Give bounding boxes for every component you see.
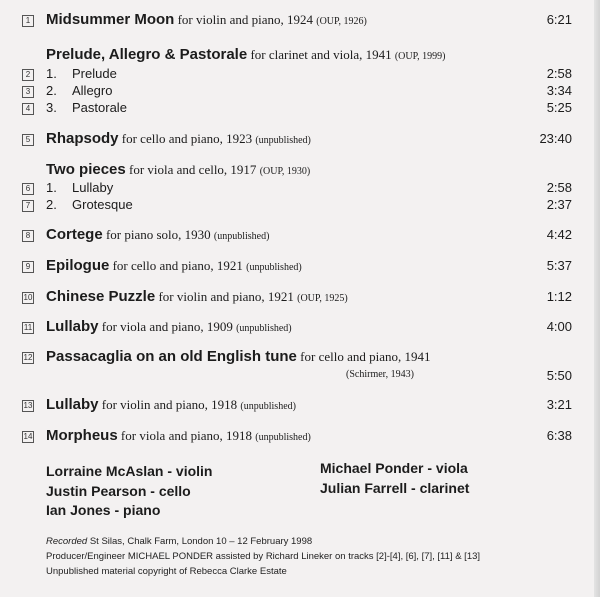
work-title-text: Two pieces — [46, 161, 126, 178]
recording-location — [46, 534, 576, 549]
work-description: for viola and piano, 1909 — [98, 319, 237, 334]
track-row — [0, 129, 600, 149]
publication-info: (OUP, 1999) — [394, 51, 446, 62]
track-number: 3 — [22, 86, 34, 98]
performer — [46, 482, 191, 500]
work-description: for viola and cello, 1917 — [125, 162, 260, 177]
work-title — [46, 317, 292, 339]
track-row — [0, 317, 600, 337]
track-number: 10 — [23, 293, 33, 302]
work-description: for cello and piano, 1921 — [109, 258, 247, 273]
work-title — [46, 256, 302, 278]
movement-index: 3. — [46, 100, 57, 115]
movement-title: Prelude — [72, 66, 117, 81]
work-description: for piano solo, 1930 — [102, 227, 214, 242]
track-number: 13 — [23, 401, 33, 410]
performer-name: Justin Pearson — [46, 483, 147, 499]
track-row — [0, 98, 600, 118]
movement-index: 1. — [46, 66, 57, 81]
performer-instrument: - clarinet — [407, 480, 470, 496]
track-duration: 6:38 — [546, 428, 572, 443]
track-number: 12 — [23, 353, 33, 362]
track-duration: 23:40 — [539, 131, 572, 146]
work-title-text: Epilogue — [46, 257, 110, 274]
track-row — [0, 395, 600, 415]
work-description: for cello and piano, 1941 — [296, 349, 431, 364]
performer — [46, 462, 212, 480]
publication-info: (unpublished) — [246, 262, 302, 273]
track-duration: 2:58 — [546, 66, 572, 81]
track-duration: 2:37 — [546, 197, 572, 212]
movement-title: Pastorale — [72, 100, 127, 115]
work-title-text: Rhapsody — [46, 130, 119, 147]
movement-title: Allegro — [72, 83, 113, 98]
movement-index: 2. — [46, 83, 57, 98]
work-title — [46, 10, 367, 32]
track-duration: 3:34 — [546, 83, 572, 98]
work-title — [46, 129, 311, 151]
performer — [320, 479, 469, 497]
work-title-text: Morpheus — [46, 427, 118, 444]
work-description: for viola and piano, 1918 — [117, 428, 256, 443]
track-duration: 4:00 — [546, 319, 572, 334]
performer-name: Michael Ponder — [320, 460, 424, 476]
performer-name: Lorraine McAslan — [46, 463, 164, 479]
movement-index: 1. — [46, 180, 57, 195]
movement — [46, 98, 127, 118]
work-title — [46, 287, 348, 309]
track-number: 2 — [22, 69, 34, 81]
performer-instrument: - cello — [146, 483, 191, 499]
publication-info: (unpublished) — [255, 432, 311, 443]
work-description: for clarinet and viola, 1941 — [247, 47, 395, 62]
track-duration-row — [0, 366, 600, 386]
track-duration: 5:50 — [546, 368, 572, 383]
publication-info: (unpublished) — [213, 231, 270, 242]
track-duration: 3:21 — [546, 397, 572, 412]
work-title-text: Lullaby — [46, 396, 99, 413]
track-duration: 2:58 — [546, 180, 572, 195]
track-number: 6 — [22, 183, 34, 195]
track-number: 4 — [22, 103, 34, 115]
publication-info: (Schirmer, 1943) — [346, 369, 414, 380]
publication-info: (OUP, 1925) — [297, 293, 348, 304]
work-title — [46, 395, 296, 417]
track-duration: 4:42 — [546, 227, 572, 242]
performer — [46, 501, 160, 519]
work-description: for violin and piano, 1924 — [174, 12, 317, 27]
work-title-text: Prelude, Allegro & Pastorale — [46, 46, 248, 63]
movement-index: 2. — [46, 197, 57, 212]
work-description: for violin and piano, 1921 — [155, 289, 298, 304]
track-number: 14 — [23, 432, 33, 441]
work-header-row — [0, 45, 600, 65]
performer-name: Ian Jones — [46, 502, 111, 518]
work-title-text: Chinese Puzzle — [46, 288, 156, 305]
publication-info: (OUP, 1930) — [259, 166, 311, 177]
work-title-text: Midsummer Moon — [46, 11, 175, 28]
performer-instrument: - piano — [110, 502, 161, 518]
track-number: 9 — [22, 261, 34, 273]
movement — [46, 195, 133, 215]
performer-instrument: - viola — [423, 460, 468, 476]
movement-title: Lullaby — [72, 180, 114, 195]
work-header-row — [0, 160, 600, 180]
publication-info: (OUP, 1926) — [316, 16, 367, 27]
work-description: for cello and piano, 1923 — [118, 131, 256, 146]
track-row — [0, 426, 600, 446]
movement-title: Grotesque — [72, 197, 133, 212]
work-description: for violin and piano, 1918 — [98, 397, 241, 412]
work-title-text: Lullaby — [46, 318, 99, 335]
work-title-text: Passacaglia on an old English tune — [46, 348, 297, 365]
track-duration: 5:37 — [546, 258, 572, 273]
track-row — [0, 256, 600, 276]
publication-info: (unpublished) — [240, 401, 296, 412]
track-row — [0, 195, 600, 215]
copyright-notice: Unpublished material copyright of Rebecca Clarke Estate — [46, 566, 287, 577]
track-duration: 1:12 — [546, 289, 572, 304]
track-row — [0, 225, 600, 245]
performer — [320, 459, 468, 477]
track-number: 11 — [23, 323, 33, 332]
work-title-text: Cortege — [46, 226, 103, 243]
publication-info: (unpublished) — [255, 135, 311, 146]
work-title — [46, 225, 269, 247]
track-row — [0, 287, 600, 307]
track-row — [0, 10, 600, 30]
recorded-label: Recorded — [46, 536, 88, 547]
track-row — [0, 347, 600, 367]
track-number: 5 — [22, 134, 34, 146]
track-number: 7 — [22, 200, 34, 212]
work-title — [46, 426, 311, 448]
publication-info: (unpublished) — [236, 323, 292, 334]
track-duration: 6:21 — [546, 12, 572, 27]
producer-credit: Producer/Engineer MICHAEL PONDER assisted by Richard Lineker on tracks [2]-[4], [6], [7], [11] & [13] — [46, 551, 481, 562]
track-number: 8 — [22, 230, 34, 242]
recorded-text: St Silas, Chalk Farm, London 10 – 12 February 1998 — [87, 536, 313, 547]
work-title — [46, 347, 430, 367]
track-duration: 5:25 — [546, 100, 572, 115]
performer-instrument: - violin — [163, 463, 213, 479]
track-number: 1 — [22, 15, 34, 27]
performer-name: Julian Farrell — [320, 480, 408, 496]
recording-credits — [46, 534, 576, 579]
